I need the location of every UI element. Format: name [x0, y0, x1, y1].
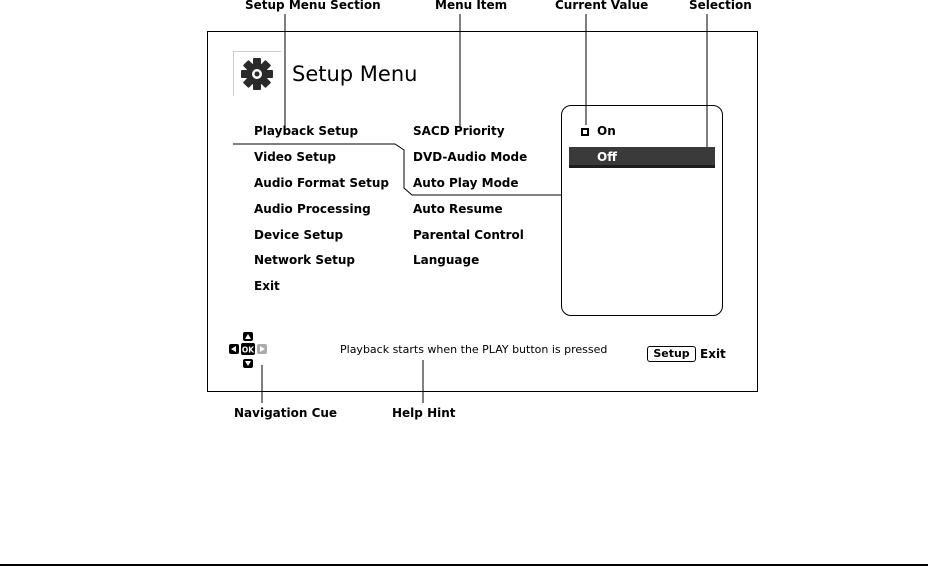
value-option-on[interactable]: On	[597, 124, 616, 138]
gear-icon	[234, 52, 280, 95]
item-sacd-priority[interactable]: SACD Priority	[413, 124, 505, 138]
item-language[interactable]: Language	[413, 253, 480, 267]
item-auto-play-mode[interactable]: Auto Play Mode	[413, 176, 519, 190]
section-playback-setup[interactable]: Playback Setup	[254, 124, 359, 138]
section-exit[interactable]: Exit	[254, 279, 280, 293]
item-dvd-audio-mode[interactable]: DVD-Audio Mode	[413, 150, 528, 164]
ok-key-label: OK	[241, 345, 255, 355]
value-panel	[561, 105, 723, 316]
callout-setup-menu-section: Setup Menu Section	[245, 0, 381, 12]
item-parental-control[interactable]: Parental Control	[413, 228, 524, 242]
selection-bar[interactable]	[569, 147, 715, 168]
value-option-off: Off	[597, 150, 617, 164]
callout-navigation-cue: Navigation Cue	[234, 406, 338, 420]
current-value-dot-icon	[581, 128, 589, 136]
callout-menu-item: Menu Item	[435, 0, 508, 12]
callout-current-value: Current Value	[555, 0, 649, 12]
help-hint-text: Playback starts when the PLAY button is pressed	[340, 343, 608, 356]
callout-help-hint: Help Hint	[392, 406, 456, 420]
section-device-setup[interactable]: Device Setup	[254, 228, 344, 242]
page-title: Setup Menu	[292, 62, 418, 86]
setup-key[interactable]: Setup	[647, 346, 696, 362]
section-audio-format-setup[interactable]: Audio Format Setup	[254, 176, 389, 190]
setup-logo	[233, 51, 281, 96]
section-video-setup[interactable]: Video Setup	[254, 150, 336, 164]
section-network-setup[interactable]: Network Setup	[254, 253, 355, 267]
exit-label: Exit	[700, 347, 726, 361]
item-auto-resume[interactable]: Auto Resume	[413, 202, 503, 216]
callout-selection: Selection	[689, 0, 752, 12]
dpad-icon	[228, 331, 272, 369]
section-audio-processing[interactable]: Audio Processing	[254, 202, 371, 216]
